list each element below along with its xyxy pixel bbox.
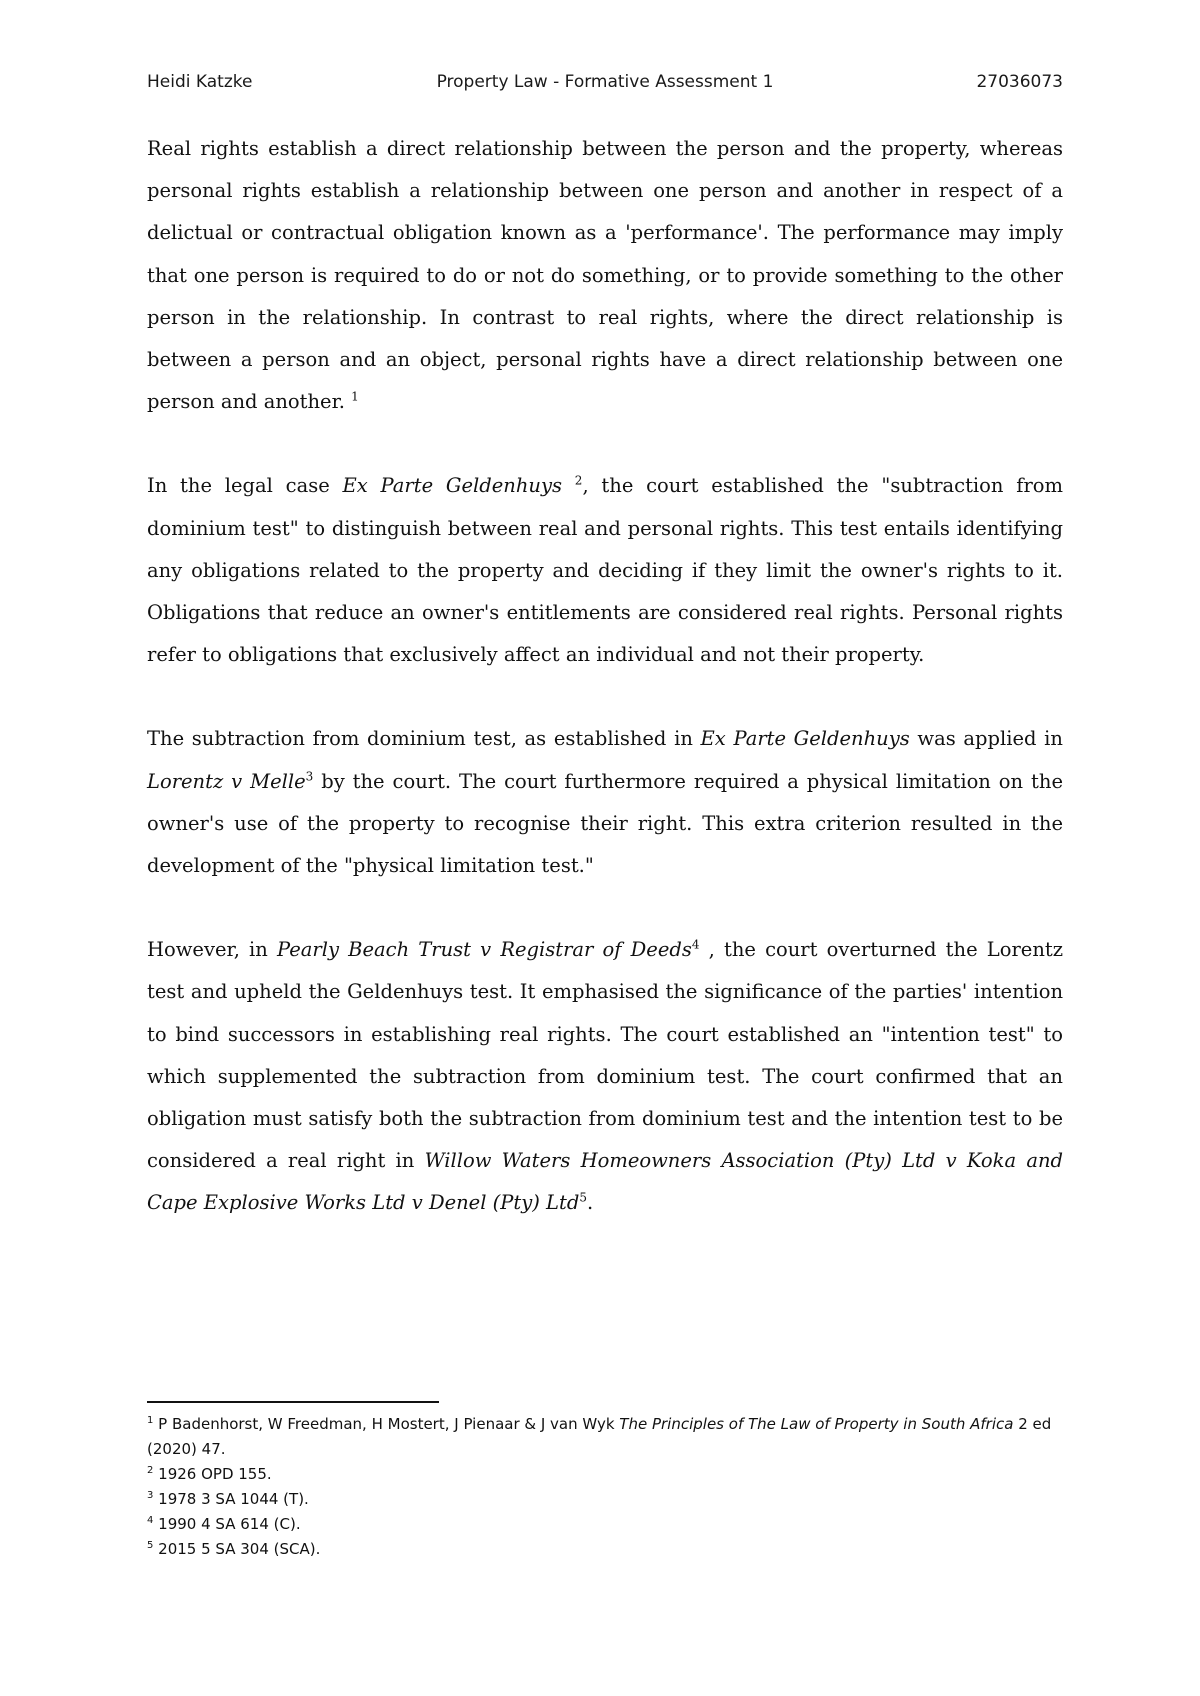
footnote-5: $^5$ 2015 5 SA 304 (SCA). bbox=[147, 1540, 321, 1558]
page-header bbox=[147, 72, 1063, 104]
footnote-4: $^4$ 1990 4 SA 614 (C). bbox=[147, 1515, 301, 1533]
body-text bbox=[147, 128, 1063, 1267]
footnote-ref-5: 5 bbox=[579, 1190, 587, 1205]
header-student-number: 27036073 bbox=[976, 72, 1063, 92]
footnote-separator bbox=[147, 1401, 439, 1403]
footnote-3: $^3$ 1978 3 SA 1044 (T). bbox=[147, 1490, 309, 1508]
paragraph-2: In the legal case Ex Parte Geldenhuys $^2$, the court established the "subtraction from dominium test" to distinguish between real and personal rights. This test entails identifying any obligations related to the property and deciding if they limit the owner's rights to it. Obligations that reduce an owner's entitlements are considered real rights. Personal rights refer to obligations that exclusively affect an individual and not their property. bbox=[147, 473, 1063, 667]
footnote-1: $^1$ P Badenhorst, W Freedman, H Mostert, J Pienaar & J van Wyk The Principles of The Law of Property in South Africa 2 ed (2020) 47. bbox=[147, 1415, 1052, 1458]
footnote-ref-2: 2 bbox=[574, 473, 583, 488]
case-name: Lorentz v Melle bbox=[147, 769, 306, 793]
paragraph-1: Real rights establish a direct relationship between the person and the property, whereas personal rights establish a relationship between one person and another in respect of a delictual or contractual obligation known as a 'performance'. The performance may imply that one person is required to do or not do something, or to provide something to the other person in the relationship. In contrast to real rights, where the direct relationship is between a person and an object, personal rights have a direct relationship between one person and another. $^1$ bbox=[147, 137, 1063, 414]
footnotes bbox=[147, 1412, 1063, 1562]
footnote-2: $^2$ 1926 OPD 155. bbox=[147, 1465, 272, 1483]
footnote-ref-4: 4 bbox=[691, 937, 700, 952]
case-name: Ex Parte Geldenhuys bbox=[342, 474, 562, 498]
footnote-ref-3: 3 bbox=[305, 769, 314, 784]
paragraph-4: However, in Pearly Beach Trust v Registrar of Deeds$^4$ , the court overturned the Lorentz test and upheld the Geldenhuys test. It emphasised the significance of the parties' intention to bind successors in establishing real rights. The court established an "intention test" to which supplemented the subtraction from dominium test. The court confirmed that an obligation must satisfy both the subtraction from dominium test and the intention test to be considered a real right in Willow Waters Homeowners Association (Pty) Ltd v Koka and Cape Explosive Works Ltd v Denel (Pty) Ltd$^5$. bbox=[147, 937, 1063, 1215]
case-name: Willow Waters Homeowners Association (Pty) Ltd v Koka and Cape Explosive Works Ltd v Denel (Pty) Ltd bbox=[147, 1149, 1063, 1215]
case-name: Pearly Beach Trust v Registrar of Deeds bbox=[277, 938, 692, 962]
header-title: Property Law - Formative Assessment 1 bbox=[436, 72, 774, 92]
book-title: The Principles of The Law of Property in South Africa bbox=[619, 1415, 1014, 1433]
case-name: Ex Parte Geldenhuys bbox=[700, 727, 910, 751]
footnote-ref-1: 1 bbox=[351, 389, 359, 404]
header-author: Heidi Katzke bbox=[147, 72, 253, 92]
paragraph-3: The subtraction from dominium test, as established in Ex Parte Geldenhuys was applied in Lorentz v Melle$^3$ by the court. The court furthermore required a physical limitation on the owner's use of the property to recognise their right. This extra criterion resulted in the development of the "physical limitation test." bbox=[147, 727, 1063, 878]
